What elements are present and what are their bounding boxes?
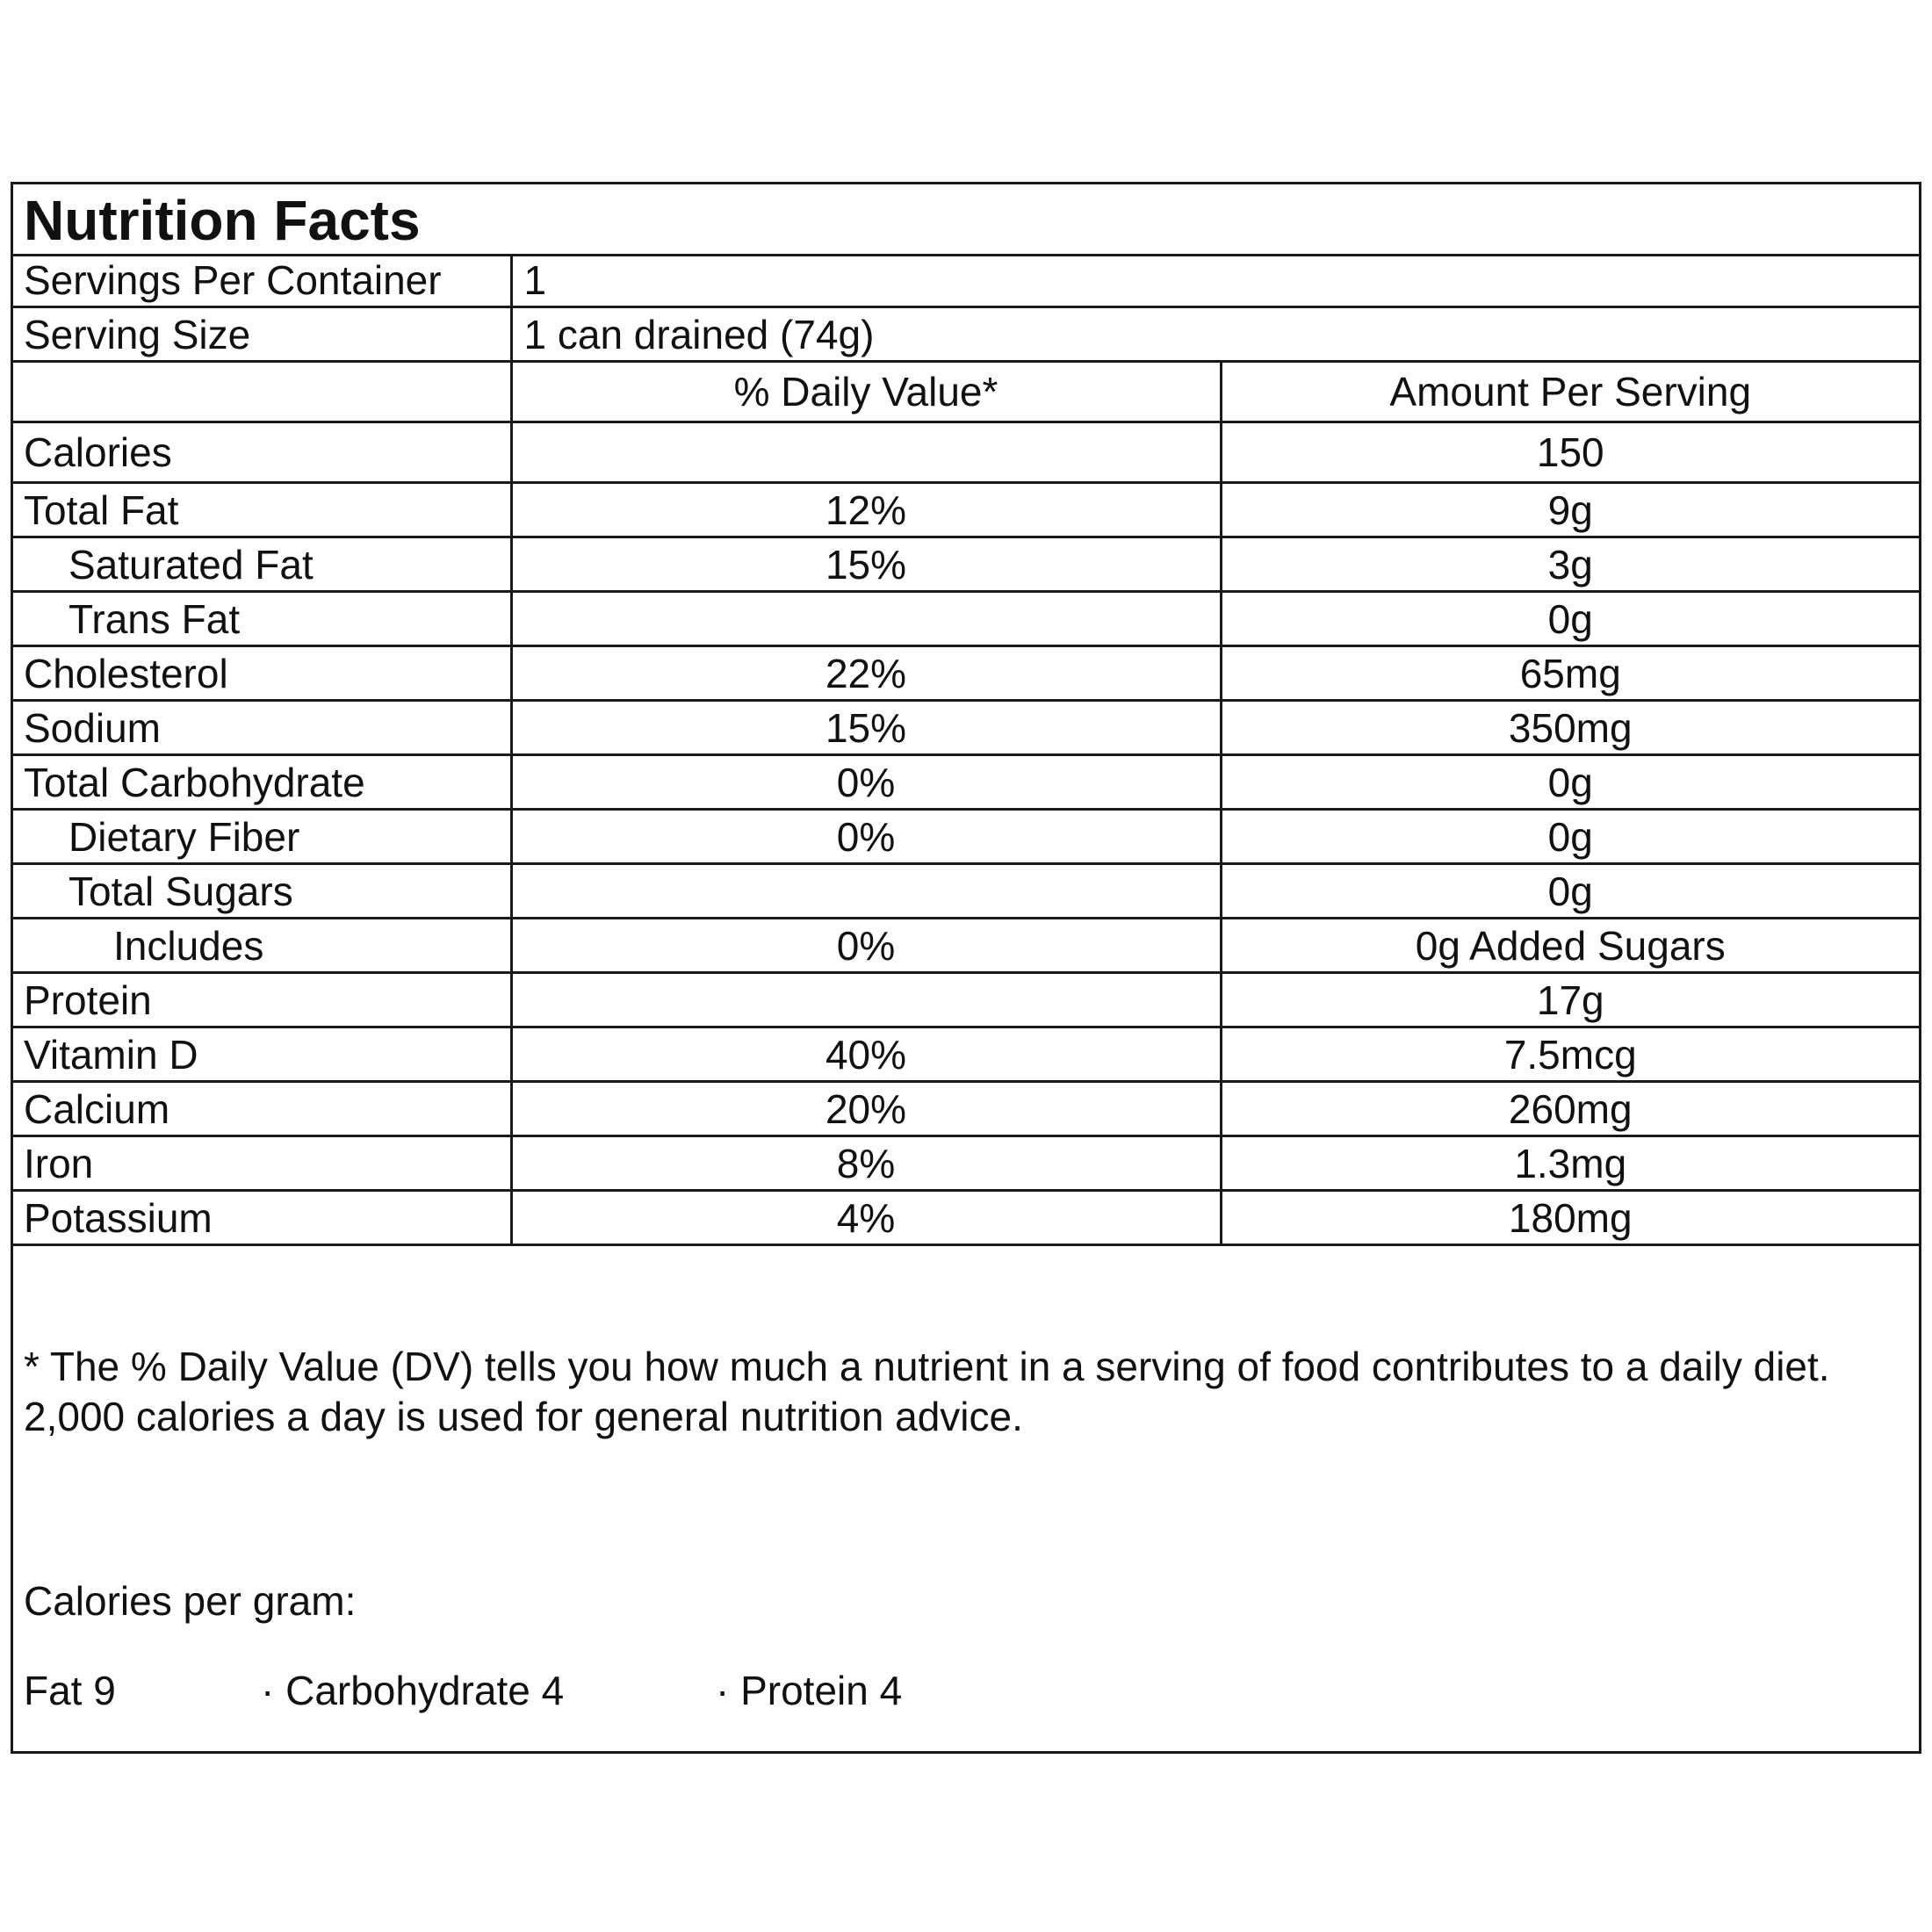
nutrient-name: Vitamin D: [13, 1027, 511, 1082]
nutrient-amount: 180mg: [1221, 1191, 1919, 1245]
nutrient-amount: 1.3mg: [1221, 1136, 1919, 1191]
nutrient-daily-value: 4%: [511, 1191, 1221, 1245]
nutrient-name: Sodium: [13, 701, 511, 755]
nutrient-amount: 65mg: [1221, 646, 1919, 701]
nutrition-facts-label: [11, 182, 1921, 1754]
nutrition-table: [13, 254, 1919, 1246]
nutrient-amount: 150: [1221, 422, 1919, 483]
nutrient-name: Total Sugars: [13, 864, 511, 919]
serving-size-row: [13, 307, 1919, 362]
servings-per-container-row: [13, 254, 1919, 307]
daily-value-header: % Daily Value*: [511, 362, 1221, 422]
nutrient-name: Dietary Fiber: [13, 810, 511, 864]
nutrient-amount: 3g: [1221, 537, 1919, 592]
calories-per-gram-label: Calories per gram:: [24, 1578, 357, 1624]
nutrient-daily-value: 22%: [511, 646, 1221, 701]
nutrient-daily-value: 0%: [511, 810, 1221, 864]
calories-per-gram-carbohydrate: · Carbohydrate 4: [261, 1668, 565, 1713]
label-title: Nutrition Facts: [24, 189, 421, 252]
nutrient-daily-value: 15%: [511, 701, 1221, 755]
nutrient-daily-value: 20%: [511, 1082, 1221, 1136]
nutrient-row: [13, 483, 1919, 537]
nutrient-row: [13, 592, 1919, 646]
nutrient-row: [13, 422, 1919, 483]
nutrient-name: Protein: [13, 973, 511, 1027]
nutrient-amount: 0g: [1221, 755, 1919, 810]
nutrient-name: Total Fat: [13, 483, 511, 537]
nutrient-daily-value: [511, 864, 1221, 919]
nutrient-row: [13, 646, 1919, 701]
nutrient-row: [13, 755, 1919, 810]
header-empty-cell: [13, 362, 511, 422]
nutrient-amount: 0g Added Sugars: [1221, 919, 1919, 973]
nutrient-name: Trans Fat: [13, 592, 511, 646]
nutrient-row: [13, 537, 1919, 592]
nutrient-daily-value: 15%: [511, 537, 1221, 592]
nutrient-daily-value: 0%: [511, 755, 1221, 810]
nutrient-row: [13, 1082, 1919, 1136]
serving-size-label: Serving Size: [13, 307, 511, 362]
nutrient-name: Saturated Fat: [13, 537, 511, 592]
nutrient-row: [13, 864, 1919, 919]
nutrient-row: [13, 810, 1919, 864]
nutrient-name: Calcium: [13, 1082, 511, 1136]
serving-size-value: 1 can drained (74g): [511, 307, 1919, 362]
nutrient-row: [13, 701, 1919, 755]
nutrient-row: [13, 919, 1919, 973]
nutrient-daily-value: 12%: [511, 483, 1221, 537]
nutrient-amount: 17g: [1221, 973, 1919, 1027]
daily-value-footnote: * The % Daily Value (DV) tells you how much a nutrient in a serving of food contributes to a daily diet. 2,000 calories a day is used for general nutrition advice.: [24, 1344, 1830, 1439]
nutrient-name: Total Carbohydrate: [13, 755, 511, 810]
nutrient-row: [13, 1136, 1919, 1191]
nutrient-name: Iron: [13, 1136, 511, 1191]
servings-per-container-label: Servings Per Container: [13, 254, 511, 307]
nutrient-row: [13, 973, 1919, 1027]
calories-per-gram-protein: · Protein 4: [716, 1668, 903, 1713]
calories-per-gram-fat: Fat 9: [24, 1668, 116, 1713]
nutrient-daily-value: 0%: [511, 919, 1221, 973]
nutrient-amount: 0g: [1221, 592, 1919, 646]
nutrient-amount: 9g: [1221, 483, 1919, 537]
amount-per-serving-header: Amount Per Serving: [1221, 362, 1919, 422]
nutrient-daily-value: [511, 422, 1221, 483]
title-row: [13, 184, 1919, 256]
nutrient-daily-value: [511, 973, 1221, 1027]
nutrient-name: Includes: [13, 919, 511, 973]
nutrient-row: [13, 1191, 1919, 1245]
nutrient-name: Calories: [13, 422, 511, 483]
nutrient-amount: 0g: [1221, 810, 1919, 864]
nutrient-amount: 0g: [1221, 864, 1919, 919]
servings-per-container-value: 1: [511, 254, 1919, 307]
nutrient-daily-value: 40%: [511, 1027, 1221, 1082]
nutrient-name: Cholesterol: [13, 646, 511, 701]
nutrient-amount: 350mg: [1221, 701, 1919, 755]
nutrient-amount: 260mg: [1221, 1082, 1919, 1136]
nutrient-row: [13, 1027, 1919, 1082]
column-header-row: [13, 362, 1919, 422]
nutrient-amount: 7.5mcg: [1221, 1027, 1919, 1082]
nutrient-daily-value: [511, 592, 1221, 646]
nutrient-name: Potassium: [13, 1191, 511, 1245]
nutrient-daily-value: 8%: [511, 1136, 1221, 1191]
